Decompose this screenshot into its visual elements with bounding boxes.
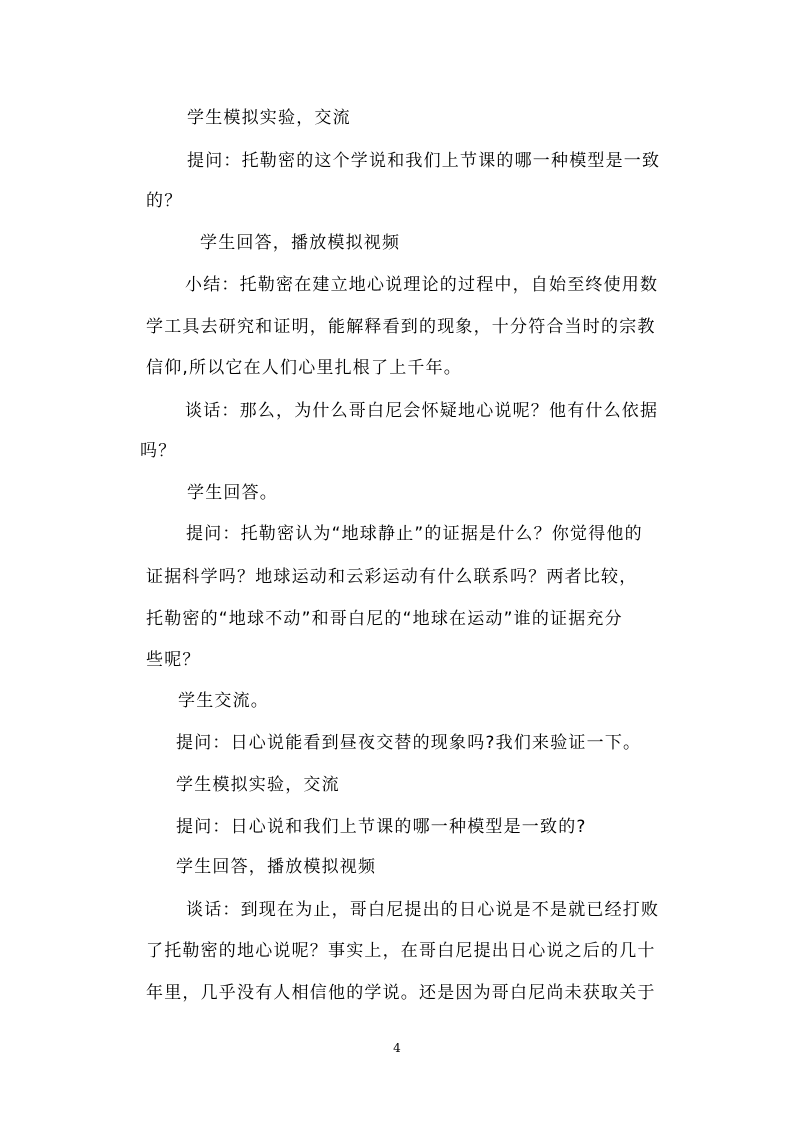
- paragraph-line: 提问：托勒密的这个学说和我们上节课的哪一种模型是一致: [187, 151, 661, 171]
- paragraph-line: 提问：日心说能看到昼夜交替的现象吗?我们来验证一下。: [176, 733, 642, 753]
- paragraph-line: 学生回答，播放模拟视频: [176, 857, 377, 877]
- paragraph-line: 的？: [146, 191, 183, 211]
- paragraph-line: 提问：托勒密认为“地球静止”的证据是什么？你觉得他的: [186, 524, 643, 544]
- paragraph-line: 学生回答，播放模拟视频: [200, 233, 401, 253]
- paragraph-line: 证据科学吗？地球运动和云彩运动有什么联系吗？两者比较，: [146, 567, 638, 587]
- paragraph-line: 学生模拟实验，交流: [187, 108, 351, 128]
- paragraph-line: 些呢？: [146, 650, 201, 670]
- paragraph-line: 吗？: [140, 441, 177, 461]
- paragraph-line: 谈话：那么，为什么哥白尼会怀疑地心说呢？他有什么依据: [185, 401, 659, 421]
- paragraph-line: 学生交流。: [178, 691, 269, 711]
- paragraph-line: 信仰,所以它在人们心里扎根了上千年。: [146, 358, 463, 378]
- paragraph-line: 小结：托勒密在建立地心说理论的过程中，自始至终使用数: [185, 275, 659, 295]
- paragraph-line: 谈话：到现在为止，哥白尼提出的日心说是不是就已经打败: [186, 900, 660, 920]
- paragraph-line: 了托勒密的地心说呢？事实上，在哥白尼提出日心说之后的几十: [146, 941, 656, 961]
- paragraph-line: 提问：日心说和我们上节课的哪一种模型是一致的?: [176, 817, 587, 837]
- paragraph-line: 年里，几乎没有人相信他的学说。还是因为哥白尼尚未获取关于: [146, 983, 656, 1003]
- paragraph-line: 学生模拟实验，交流: [176, 775, 340, 795]
- paragraph-line: 学工具去研究和证明，能解释看到的现象，十分符合当时的宗教: [146, 317, 656, 337]
- paragraph-line: 学生回答。: [187, 483, 278, 503]
- page-number: 4: [393, 1041, 401, 1055]
- paragraph-line: 托勒密的“地球不动”和哥白尼的“地球在运动”谁的证据充分: [146, 609, 623, 629]
